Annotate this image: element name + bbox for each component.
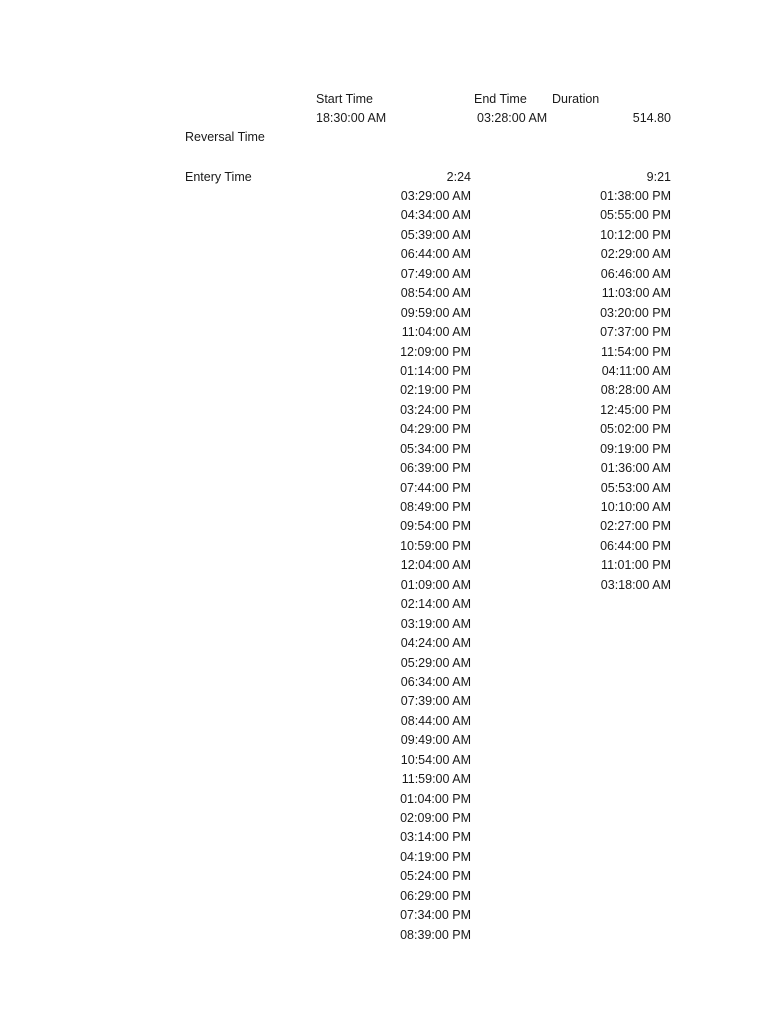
entry-time-cell: 09:59:00 AM <box>400 305 471 320</box>
reversal-time-cell: 02:29:00 AM <box>600 247 671 262</box>
entry-time-cell: 11:59:00 AM <box>401 772 471 787</box>
reversal-time-cell: 07:37:00 PM <box>600 325 671 340</box>
entry-time-cell: 07:49:00 AM <box>400 266 471 281</box>
entry-time-cell: 07:34:00 PM <box>400 908 471 923</box>
reversal-time-cell: 05:55:00 PM <box>600 208 671 223</box>
entry-times-column <box>380 188 471 946</box>
entry-time-cell: 02:09:00 PM <box>400 811 471 825</box>
entry-time-cell: 07:39:00 AM <box>400 694 471 709</box>
entry-time-cell: 10:59:00 PM <box>400 538 471 553</box>
entry-time-cell: 05:39:00 AM <box>400 227 471 242</box>
entry-time-cell: 06:39:00 PM <box>400 461 471 476</box>
entry-interval-value: 2:24 <box>446 170 471 184</box>
entry-time-cell: 08:39:00 PM <box>400 927 471 942</box>
entry-time-cell: 03:14:00 PM <box>400 830 471 845</box>
reversal-times-column <box>580 188 671 596</box>
reversal-time-cell: 12:45:00 PM <box>600 402 671 417</box>
reversal-time-cell: 11:03:00 AM <box>601 286 671 301</box>
reversal-time-cell: 03:20:00 PM <box>600 305 671 320</box>
entry-time-cell: 03:19:00 AM <box>400 616 471 631</box>
reversal-time-label: Reversal Time <box>185 130 265 144</box>
entry-time-cell: 01:04:00 PM <box>400 791 471 806</box>
reversal-time-cell: 03:18:00 AM <box>600 577 671 592</box>
reversal-time-cell: 02:27:00 PM <box>600 519 671 534</box>
end-time-value: 03:28:00 AM <box>477 111 548 125</box>
reversal-time-cell: 10:10:00 AM <box>600 500 671 514</box>
entry-time-cell: 12:09:00 PM <box>400 344 471 359</box>
entry-time-cell: 01:09:00 AM <box>400 577 471 592</box>
entry-time-cell: 07:44:00 PM <box>400 480 471 495</box>
entry-time-cell: 06:34:00 AM <box>400 674 471 689</box>
start-time-label: Start Time <box>316 92 373 106</box>
reversal-time-cell: 06:44:00 PM <box>600 538 671 553</box>
reversal-time-cell: 09:19:00 PM <box>600 441 671 456</box>
start-time-value: 18:30:00 AM <box>316 111 387 125</box>
end-time-label: End Time <box>474 92 527 106</box>
reversal-time-cell: 05:02:00 PM <box>600 422 671 437</box>
entry-time-cell: 04:19:00 PM <box>400 849 471 864</box>
reversal-time-cell: 08:28:00 AM <box>600 383 671 398</box>
entry-time-cell: 01:14:00 PM <box>400 363 471 378</box>
entry-time-cell: 08:49:00 PM <box>400 500 471 514</box>
entry-time-cell: 12:04:00 AM <box>400 558 471 573</box>
duration-value: 514.80 <box>632 111 671 125</box>
entry-time-cell: 04:24:00 AM <box>400 636 471 651</box>
entry-time-cell: 06:29:00 PM <box>400 888 471 903</box>
entry-time-cell: 08:54:00 AM <box>400 286 471 301</box>
entry-time-cell: 10:54:00 AM <box>400 752 471 767</box>
entry-time-cell: 11:04:00 AM <box>401 325 471 340</box>
reversal-time-cell: 06:46:00 AM <box>600 266 671 281</box>
entry-time-cell: 04:29:00 PM <box>400 422 471 437</box>
entry-time-cell: 03:24:00 PM <box>400 402 471 417</box>
reversal-time-cell: 04:11:00 AM <box>601 363 671 378</box>
entery-time-label: Entery Time <box>185 170 252 184</box>
entry-time-cell: 05:34:00 PM <box>400 441 471 456</box>
reversal-time-cell: 01:36:00 AM <box>600 461 671 476</box>
reversal-time-cell: 05:53:00 AM <box>600 480 671 495</box>
entry-time-cell: 03:29:00 AM <box>400 189 471 203</box>
entry-time-cell: 09:49:00 AM <box>400 733 471 748</box>
entry-time-cell: 02:19:00 PM <box>400 383 471 398</box>
entry-time-cell: 02:14:00 AM <box>400 597 471 612</box>
reversal-time-cell: 01:38:00 PM <box>600 189 671 203</box>
entry-time-cell: 05:24:00 PM <box>400 869 471 884</box>
entry-time-cell: 08:44:00 AM <box>400 713 471 728</box>
entry-time-cell: 09:54:00 PM <box>400 519 471 534</box>
reversal-time-cell: 11:01:00 PM <box>601 558 671 573</box>
reversal-time-cell: 11:54:00 PM <box>601 344 671 359</box>
reversal-time-cell: 10:12:00 PM <box>600 227 671 242</box>
entry-time-cell: 05:29:00 AM <box>400 655 471 670</box>
duration-label: Duration <box>552 92 600 106</box>
entry-time-cell: 04:34:00 AM <box>400 208 471 223</box>
entry-time-cell: 06:44:00 AM <box>400 247 471 262</box>
reversal-interval-value: 9:21 <box>646 170 671 184</box>
